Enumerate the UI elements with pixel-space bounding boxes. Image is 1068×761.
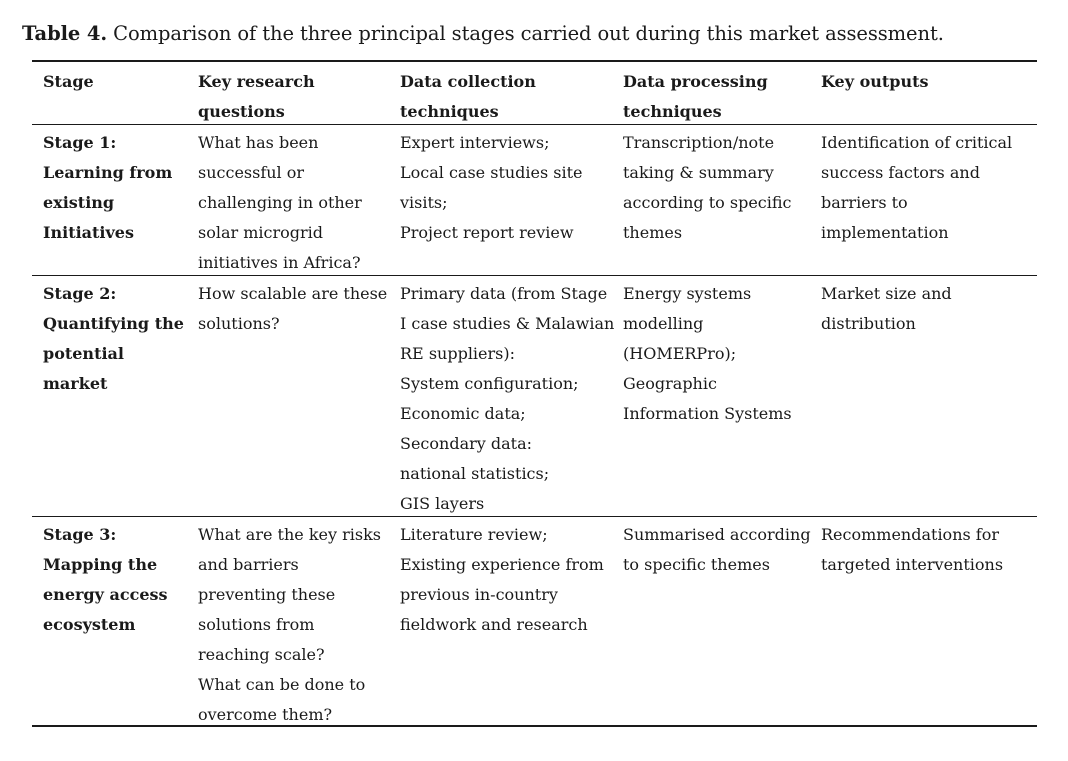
row-1-processing bbox=[623, 128, 792, 248]
table-bottom-rule bbox=[32, 725, 1037, 727]
header-stage bbox=[43, 67, 94, 97]
row-3-questions bbox=[198, 520, 381, 730]
cell-line: themes bbox=[623, 223, 683, 242]
cell-line: modelling bbox=[623, 314, 704, 333]
cell-line: Stage 3: bbox=[43, 525, 117, 544]
row-3-outputs bbox=[821, 520, 1003, 580]
cell-line: questions bbox=[198, 102, 285, 121]
cell-line: success factors and bbox=[821, 163, 980, 182]
cell-line: taking & summary bbox=[623, 163, 774, 182]
cell-line: Identification of critical bbox=[821, 133, 1013, 152]
cell-line: GIS layers bbox=[400, 494, 485, 513]
row-3-stage bbox=[43, 520, 168, 640]
cell-line: barriers to bbox=[821, 193, 908, 212]
cell-line: Literature review; bbox=[400, 525, 548, 544]
row-2-processing bbox=[623, 279, 792, 429]
cell-line: techniques bbox=[400, 102, 499, 121]
cell-line: targeted interventions bbox=[821, 555, 1004, 574]
cell-line: and barriers bbox=[198, 555, 299, 574]
cell-line: RE suppliers): bbox=[400, 344, 516, 363]
cell-line: potential bbox=[43, 344, 124, 363]
cell-line: Key outputs bbox=[821, 72, 929, 91]
row-3-processing bbox=[623, 520, 811, 580]
cell-line: preventing these bbox=[198, 585, 336, 604]
cell-line: visits; bbox=[400, 193, 448, 212]
header-questions bbox=[198, 67, 315, 127]
cell-line: according to specific bbox=[623, 193, 792, 212]
table-caption-text: Comparison of the three principal stages carried out during this market assessment. bbox=[107, 22, 944, 45]
cell-line: Local case studies site bbox=[400, 163, 583, 182]
row-2-outputs bbox=[821, 279, 952, 339]
cell-line: Primary data (from Stage bbox=[400, 284, 608, 303]
cell-line: Quantifying the bbox=[43, 314, 184, 333]
row-divider-1 bbox=[32, 275, 1037, 276]
cell-line: successful or bbox=[198, 163, 305, 182]
row-1-questions bbox=[198, 128, 362, 278]
cell-line: implementation bbox=[821, 223, 949, 242]
cell-line: Energy systems bbox=[623, 284, 752, 303]
cell-line: What are the key risks bbox=[198, 525, 382, 544]
cell-line: initiatives in Africa? bbox=[198, 253, 361, 272]
cell-line: existing bbox=[43, 193, 115, 212]
cell-line: solutions? bbox=[198, 314, 280, 333]
cell-line: Data collection bbox=[400, 72, 536, 91]
row-1-stage bbox=[43, 128, 172, 248]
cell-line: Learning from bbox=[43, 163, 173, 182]
cell-line: techniques bbox=[623, 102, 722, 121]
cell-line: fieldwork and research bbox=[400, 615, 588, 634]
cell-line: Market size and bbox=[821, 284, 952, 303]
row-1-outputs bbox=[821, 128, 1012, 248]
cell-line: reaching scale? bbox=[198, 645, 325, 664]
cell-line: Data processing bbox=[623, 72, 768, 91]
table-label: Table 4. bbox=[22, 22, 108, 45]
cell-line: Stage 2: bbox=[43, 284, 117, 303]
cell-line: Geographic bbox=[623, 374, 717, 393]
cell-line: challenging in other bbox=[198, 193, 362, 212]
cell-line: solutions from bbox=[198, 615, 315, 634]
cell-line: What has been bbox=[198, 133, 319, 152]
cell-line: (HOMERPro); bbox=[623, 344, 737, 363]
header-collection bbox=[400, 67, 536, 127]
cell-line: What can be done to bbox=[198, 675, 366, 694]
cell-line: System configuration; bbox=[400, 374, 579, 393]
cell-line: previous in-country bbox=[400, 585, 558, 604]
cell-line: Transcription/note bbox=[623, 133, 775, 152]
cell-line: Stage 1: bbox=[43, 133, 117, 152]
cell-line: Summarised according bbox=[623, 525, 811, 544]
row-2-collection bbox=[400, 279, 614, 519]
cell-line: energy access bbox=[43, 585, 168, 604]
cell-line: to specific themes bbox=[623, 555, 770, 574]
cell-line: market bbox=[43, 374, 108, 393]
row-1-collection bbox=[400, 128, 583, 248]
cell-line: Mapping the bbox=[43, 555, 158, 574]
cell-line: distribution bbox=[821, 314, 916, 333]
cell-line: Recommendations for bbox=[821, 525, 999, 544]
cell-line: Expert interviews; bbox=[400, 133, 550, 152]
cell-line: Initiatives bbox=[43, 223, 134, 242]
cell-line: solar microgrid bbox=[198, 223, 324, 242]
cell-line: Secondary data: bbox=[400, 434, 533, 453]
row-2-questions bbox=[198, 279, 387, 339]
cell-line: Existing experience from bbox=[400, 555, 604, 574]
table-top-rule bbox=[32, 60, 1037, 62]
cell-line: Economic data; bbox=[400, 404, 526, 423]
header-outputs bbox=[821, 67, 929, 97]
cell-line: Project report review bbox=[400, 223, 574, 242]
row-3-collection bbox=[400, 520, 604, 640]
cell-line: I case studies & Malawian bbox=[400, 314, 615, 333]
cell-line: How scalable are these bbox=[198, 284, 388, 303]
cell-line: Stage bbox=[43, 72, 94, 91]
cell-line: ecosystem bbox=[43, 615, 136, 634]
cell-line: Information Systems bbox=[623, 404, 792, 423]
cell-line: national statistics; bbox=[400, 464, 550, 483]
cell-line: overcome them? bbox=[198, 705, 333, 724]
cell-line: Key research bbox=[198, 72, 315, 91]
header-processing bbox=[623, 67, 768, 127]
row-2-stage bbox=[43, 279, 184, 399]
table-caption bbox=[22, 22, 944, 45]
